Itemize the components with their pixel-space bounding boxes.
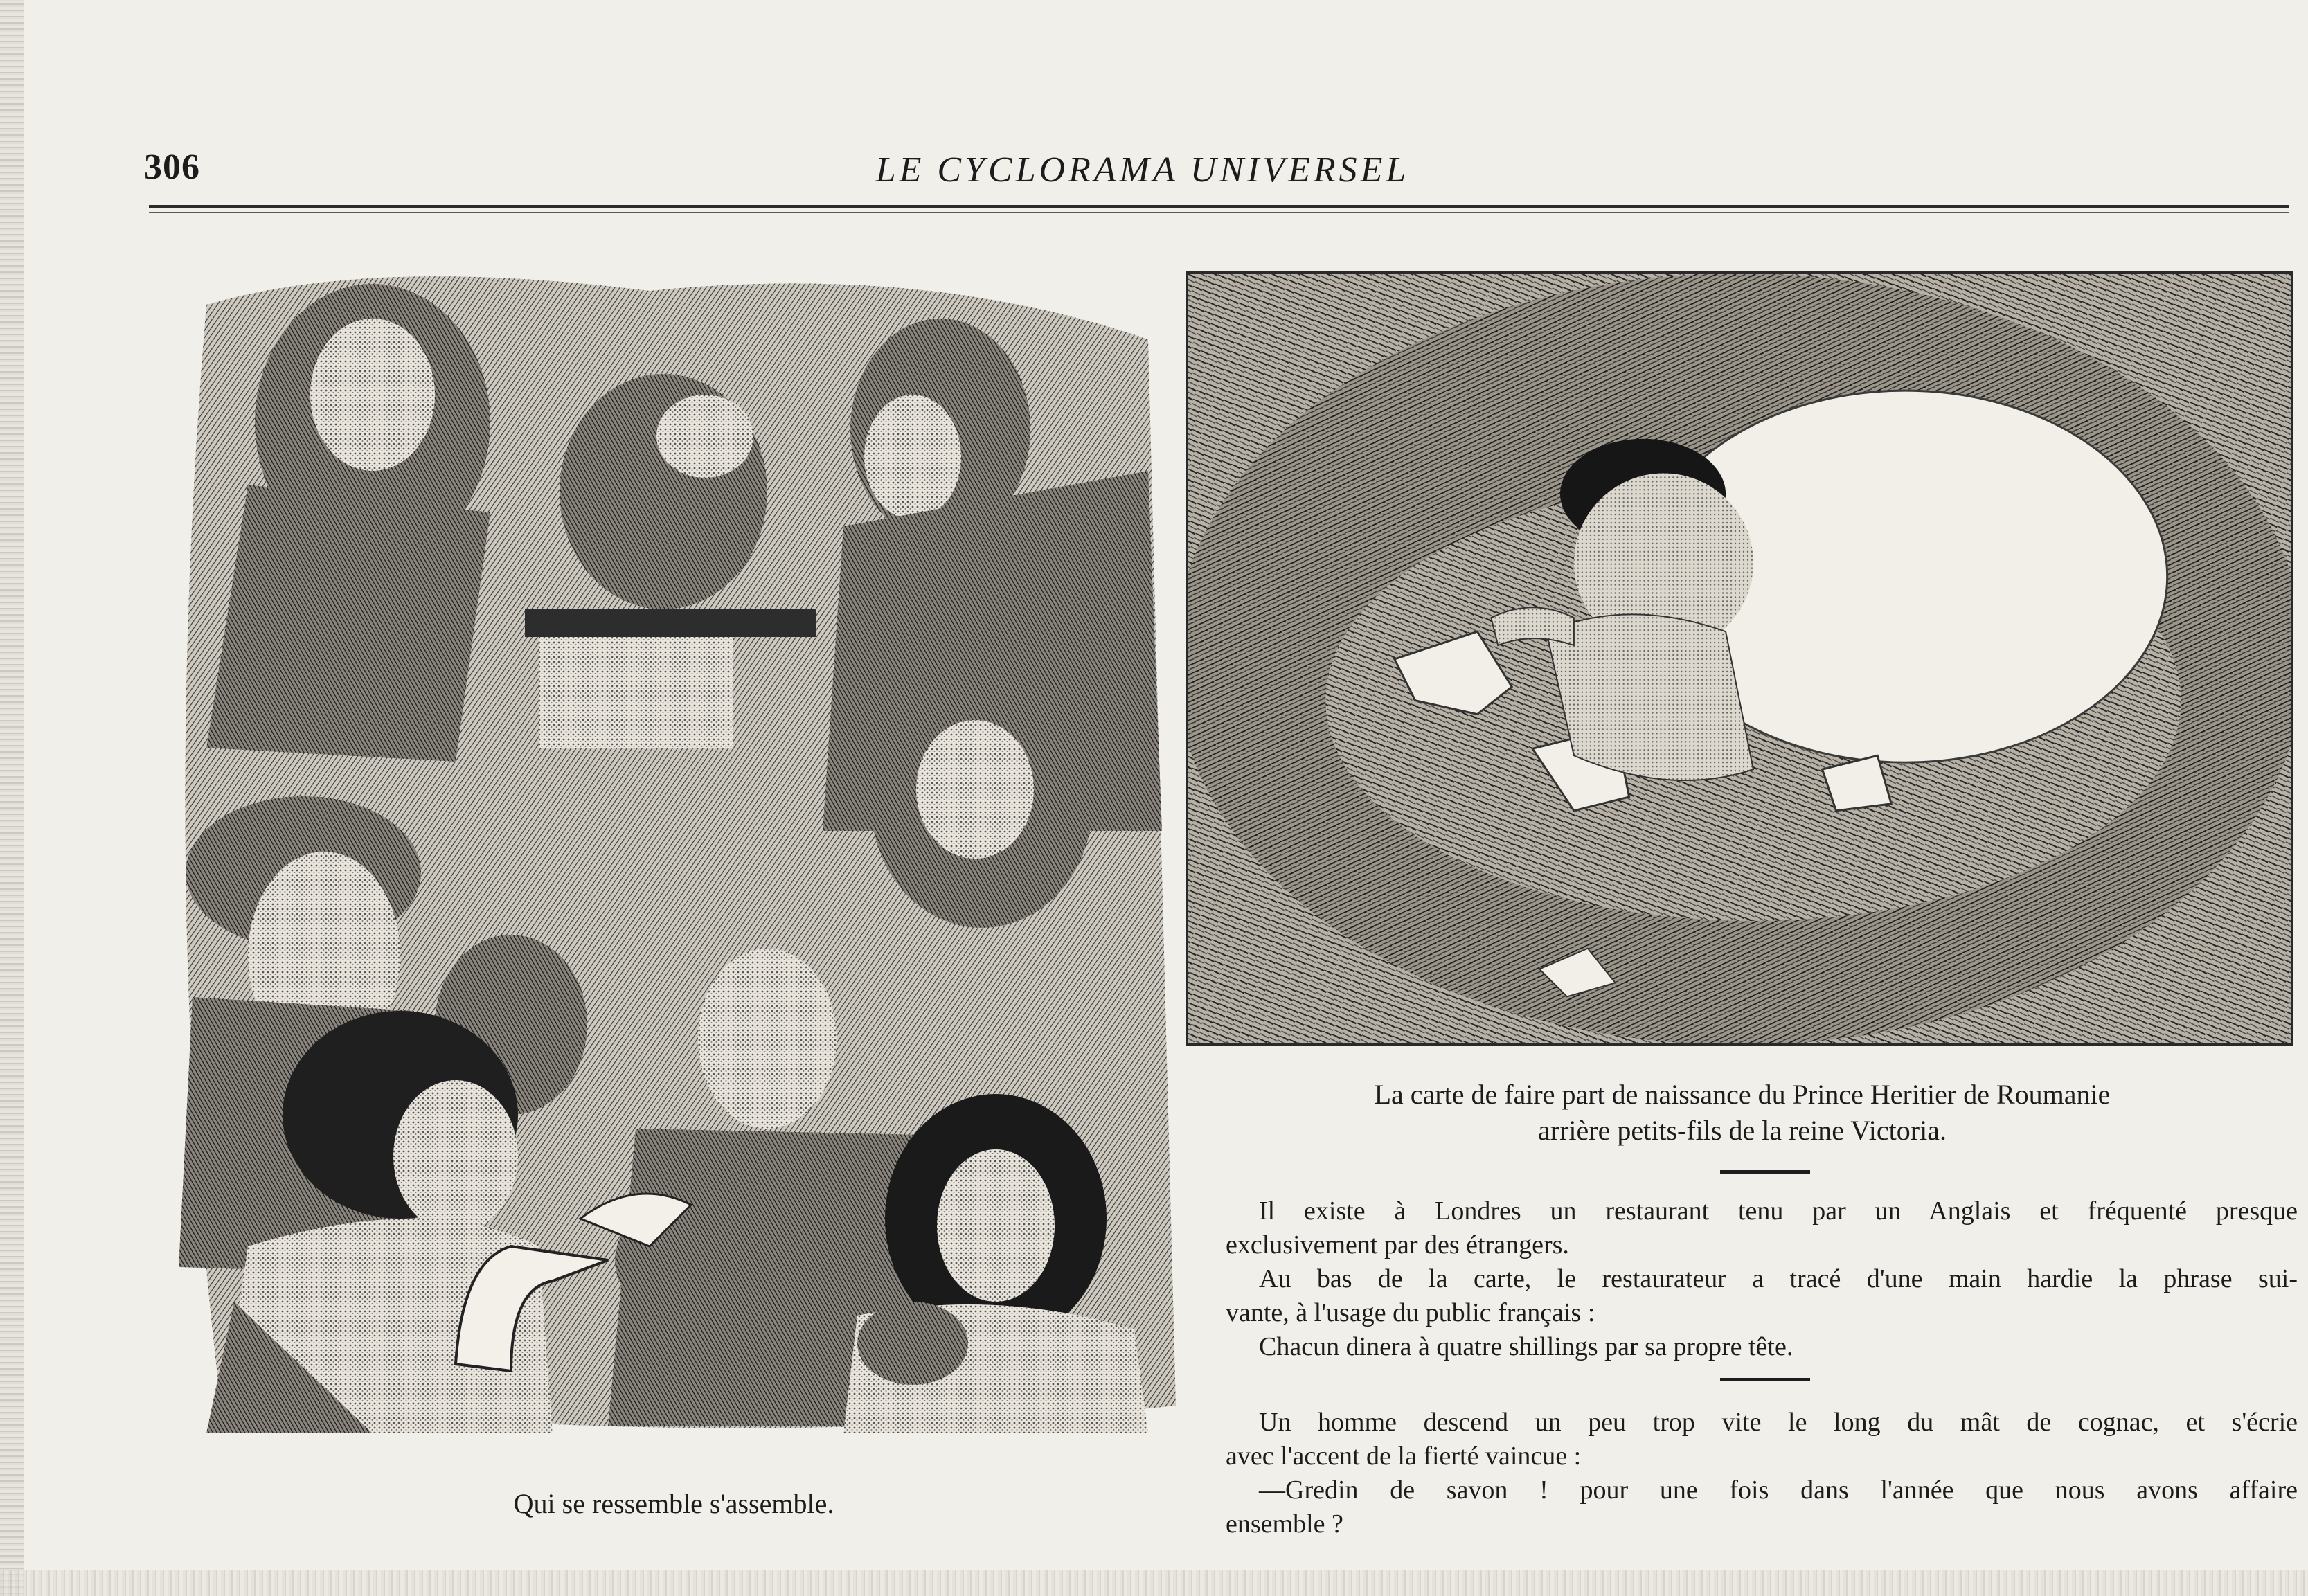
engraving-baby-hatching-from-egg-in-nest-icon	[1188, 274, 2291, 1043]
engraving-people-animals	[165, 263, 1183, 1440]
running-title: LE CYCLORAMA UNIVERSEL	[875, 150, 1410, 190]
left-figure-caption: Qui se ressemble s'assemble.	[513, 1488, 834, 1519]
article-restaurant	[1226, 1194, 2298, 1364]
section-separator	[1720, 1378, 1810, 1381]
page-edge-bottom	[0, 1570, 2308, 1596]
right-caption-line-2: arrière petits-fils de la reine Victoria.	[1538, 1115, 1947, 1146]
article-line: Chacun dinera à quatre shillings par sa propre tête.	[1259, 1332, 1793, 1361]
article-mat-de-cocagne	[1226, 1406, 2298, 1541]
header-rule-thin	[149, 212, 2289, 213]
right-figure-caption	[1191, 1077, 2293, 1149]
section-separator	[1720, 1170, 1810, 1174]
article-line: avec l'accent de la fierté vaincue :	[1226, 1442, 1582, 1471]
engraving-nest-egg	[1186, 271, 2293, 1046]
article-line: exclusivement par des étrangers.	[1226, 1230, 1569, 1259]
header-rule	[149, 205, 2289, 208]
article-line: Un homme descend un peu trop vite le long du mât de cognac, et s'écrie	[1259, 1408, 2298, 1437]
page-number: 306	[144, 147, 200, 187]
right-caption-line-1: La carte de faire part de naissance du Prince Heritier de Roumanie	[1374, 1079, 2111, 1110]
page-edge-left	[0, 0, 24, 1596]
article-line: —Gredin de savon ! pour une fois dans l'année que nous avons affaire	[1259, 1476, 2298, 1505]
article-line: vante, à l'usage du public français :	[1226, 1298, 1595, 1327]
article-line: Il existe à Londres un restaurant tenu par un Anglais et fréquenté presque	[1259, 1196, 2298, 1226]
engraving-people-with-animal-lookalikes-icon	[165, 263, 1183, 1440]
article-line: Au bas de la carte, le restaurateur a tracé d'une main hardie la phrase sui-	[1259, 1264, 2298, 1293]
article-line: ensemble ?	[1226, 1509, 1343, 1539]
